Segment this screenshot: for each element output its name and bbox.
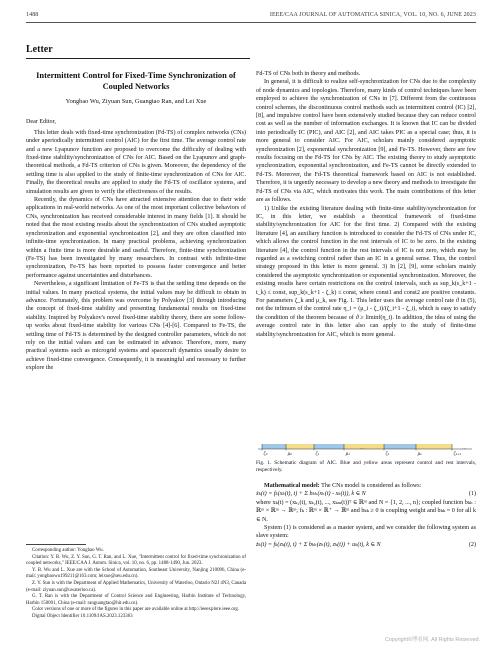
model-intro-text: The CNs model is considered as follows: xyxy=(321,483,422,489)
ellipsis-right: … xyxy=(462,444,467,450)
paragraph-limitation: Nevertheless, a significant limitation of Fe-TS is that the settling time depends on the initial values. In many practical systems, the initial values may be difficult to obtain in advance. Fortunately, this problem was overcome by Polyakov [3] through introducing the concept of fixed-time stability and presenting fundamental results on fixed-time stability. Inspired by Polyakov's novel fixed-time stability theory, there are some follow-up works about fixed-time stability for various CNs [4]-[6]. Compared to Fe-TS, the settling time of Fd-TS is determined by the designed controller parameters, which do not rely on the initial values and can be estimated in advance. Therefore, more, many practical systems such as microgrid systems and spacecraft dynamics usually desire to achieve fixed-time convergence. Consequently, it is meaningful and necessary to further explore the xyxy=(26,281,246,372)
time-tick-label: ζₖ₊₁ xyxy=(453,451,462,456)
footnote-affiliation-3: G. T. Ran is with the Department of Control Science and Engineering, Harbin Institute of Technology, Harbin 150001, China (e-mail: ranguangtao@hit.edu.cn). xyxy=(26,594,246,606)
time-tick-label: ζ₀ xyxy=(263,451,268,456)
footnote-affiliation-1: Y. B. Wu and L. Xue are with the School of Automation, Southeast University, Nanjing 210096, China (e-mail: yongbaowu199211@163.com; leixue@seu.edu.cn). xyxy=(26,567,246,580)
figure-caption: Fig. 1. Schematic diagram of AIC. Blue and yellow areas represent control and rest intervals, respectively. xyxy=(256,460,476,473)
header-rule xyxy=(26,22,476,23)
footnote-affiliation-2: Z. Y. Sun is with the Department of Applied Mathematics, University of Waterloo, Ontario N2J 4N3, Canada (e-mail: ziyuan.sun@uwaterloo.ca). xyxy=(26,580,246,593)
article-title xyxy=(26,70,246,92)
footnotes xyxy=(26,544,246,621)
journal-name: IEEE/CAA JOURNAL OF AUTOMATICA SINICA, VOL. 10, NO. 6, JUNE 2023 xyxy=(269,12,476,18)
right-column xyxy=(256,70,476,339)
time-tick-label: μ₀ xyxy=(287,451,292,456)
paragraph-contributions: 1) Unlike the existing literature dealing with finite-time stability/synchronization for IC, in this letter, we establish a theoretical framework of fixed-time stability/synchronization for AIC for the first time. 2) Compared with the existing literature [4], an auxiliary function is introduced to consider the Fd-TS of CNs under IC, which allows the control function in the rest intervals of IC to be zero. In the existing literature [4], the control function in the rest intervals of IC is not zero, which may be regarded as a switching control rather than an IC in a general sense. Thus, the control strategy proposed in this letter is more general. 3) In [2], [9], some scholars mainly considered the asymptotic synchronization or exponential synchronization. Moreover, the existing results have certain restrictions on the control intervals, such as sup_k(s_k+1 - t_k) ≤ const, sup_k(s_k+1 - ζ_k) ≤ const, where const1 and const2 are positive constants. For parameters ζ_k and μ_k, see Fig. 1. This letter uses the average control rate ϑ in (5), not the infimum of the control rate η_i = (μ_i - ζ_i)/(ζ_i+1 - ζ_i), which is easy to satisfy the condition of the theorem because of ϑ ≥ liminf(η_i). In addition, the idea of using the average control rate in this letter also can apply to the study of finite-time stability/synchronization for AIC, which is more general. xyxy=(256,205,476,338)
watermark: Copyright©博看网. All Rights Reserved. xyxy=(384,637,480,643)
equation-2 xyxy=(256,541,476,549)
equation-1-number: (1) xyxy=(468,491,476,498)
model-heading: Mathematical model: xyxy=(264,483,320,489)
time-tick-label: ζ₁ xyxy=(315,451,320,456)
page-number: 1488 xyxy=(26,12,39,18)
time-tick-label: μ₁ xyxy=(345,451,350,456)
rest-interval xyxy=(286,444,314,449)
author-list: Yongbao Wu, Ziyuan Sun, Guangtao Ran, and Lei Xue xyxy=(65,98,207,105)
model-intro xyxy=(256,482,476,490)
section-rule xyxy=(26,58,250,59)
section-label: Letter xyxy=(26,44,53,55)
equation-1 xyxy=(256,490,476,498)
equation-2-body: żₖ(t) = fₖ(zₖ(t), t) + Σ bₖₕ(zₕ(t), zₖ(t)) + uₖ(t), k ∈ N xyxy=(256,541,381,548)
footnote-corresponding: Corresponding author: Yongbao Wu. xyxy=(32,548,104,553)
model-system-text: System (1) is considered as a master system, and we consider the following system as slave system: xyxy=(256,525,476,540)
equation-2-number: (2) xyxy=(468,541,476,548)
footnote-doi: Digital Object Identifier 10.1109/JAS.2023.123363 xyxy=(32,613,133,619)
control-interval xyxy=(262,444,286,449)
aic-schematic-figure xyxy=(256,442,476,456)
footnote-citation: Citation: Y. B. Wu, Z. Y. Sun, G. T. Ran, and L. Xue, "Intermittent control for fixed-time synchronization of coupled networks," IEEE/CAA J. Autom. Sinica, vol. 10, no. 6, pp. 1488-1490, Jun. 2023. xyxy=(26,554,246,567)
model-section xyxy=(256,482,476,549)
control-interval xyxy=(314,444,344,449)
paragraph-continued: Fd-TS of CNs both in theory and methods. xyxy=(256,71,361,77)
greeting: Dear Editor, xyxy=(26,119,56,126)
footnote-color: Color versions of one or more of the figures in this paper are available online at http://ieeexplore.ieee.org. xyxy=(32,607,240,613)
time-tick-label: ζₖ xyxy=(385,451,390,456)
time-tick-label: μₖ xyxy=(417,451,422,456)
ellipsis-left: … xyxy=(360,444,365,450)
aic-schematic-svg xyxy=(256,442,476,456)
left-column xyxy=(26,70,246,373)
control-interval xyxy=(384,444,416,449)
title-line-2: Coupled Networks xyxy=(102,82,170,91)
footnote-rule xyxy=(26,544,86,545)
equation-1-body: ẋₖ(t) = fₖ(xₖ(t), t) + Σ bₖₕ(xₕ(t) - xₖ(t)), k ∈ N xyxy=(256,491,366,498)
model-description: where xₖ(t) = (xₖ₁(t), xₖ₂(t), ..., xₖₘ(t))ᵀ ∈ ℝᵐ and N = {1, 2, ..., n}; coupled function bₖₕ : ℝᵐ × ℝᵐ → ℝᵐ; fₖ : ℝᵐ × ℝ⁺ → ℝᵐ and bₖₖ ≥ 0 is coupling weight and bₖₖ = 0 for all k ∈ N. xyxy=(256,499,476,523)
paragraph-intro: Recently, the dynamics of CNs have attracted extensive attention due to their wide applications in real-world networks. As one of the most important collective behaviors of CNs, synchronization has received considerable interest in many fields [1]. It should be noted that the most existing results about the synchronization of CNs studied asymptotic synchronization and exponential synchronization [2], and they are often classified into infinite-time synchronization. In many practical problems, achieving synchronization within a finite time is more desirable and useful. Therefore, finite-time synchronization (Fe-TS) has been investigated by many researchers. In contrast with infinite-time synchronization, Fe-TS has been reported to possess faster convergence and better performance against uncertainties and disturbances. xyxy=(26,197,246,279)
rest-interval xyxy=(416,444,452,449)
paragraph-abstract: This letter deals with fixed-time synchronization (Fd-TS) of complex networks (CNs) under aperiodically intermittent control (AIC) for the first time. The average control rate and a new Lyapunov function are proposed to overcome the difficulty of dealing with fixed-time stability/synchronization of CNs for AIC. Based on the Lyapunov and graph-theoretical methods, a Fd-TS criterion of CNs is given. Moreover, the dependency of the settling time is also applied to the study of finite-time synchronization of CNs for AIC. Finally, the theoretical results are applied to study the Fd-TS of oscillator systems, and simulation results are given to verify the effectiveness of the results. xyxy=(26,129,246,195)
paragraph-control-techniques: In general, it is difficult to realize self-synchronization for CNs due to the complexity of node dynamics and topologies. Therefore, many kinds of control techniques have been employed to achieve the synchronization of CNs in [7]. Different from the continuous control schemes, the discontinuous control methods such as intermittent control (IC) [2], [8], and impulsive control have been extensively studied because they can reduce control cost as well as the number of information exchanges. It is known that IC can be divided into periodically IC (PIC), and AIC [2], and AIC takes PIC as a special case; thus, it is more general to consider AIC. For AIC, scholars mainly considered asymptotic synchronization [2], exponential synchronization [9], and Fe-TS. However, there are few results focusing on the Fd-TS for CNs by AIC. The existing theory to study asymptotic synchronization, exponential synchronization, and Fe-TS cannot be directly extended to Fd-TS. Moreover, the Fd-TS theoretical framework based on AIC is not established. Therefore, it is urgently necessary to develop a new theory and methods to investigate the Fd-TS of CNs via AIC, which motivates this work. The main contributions of this letter are as follows. xyxy=(256,79,476,204)
title-line-1: Intermittent Control for Fixed-Time Synchronization of xyxy=(36,71,236,80)
